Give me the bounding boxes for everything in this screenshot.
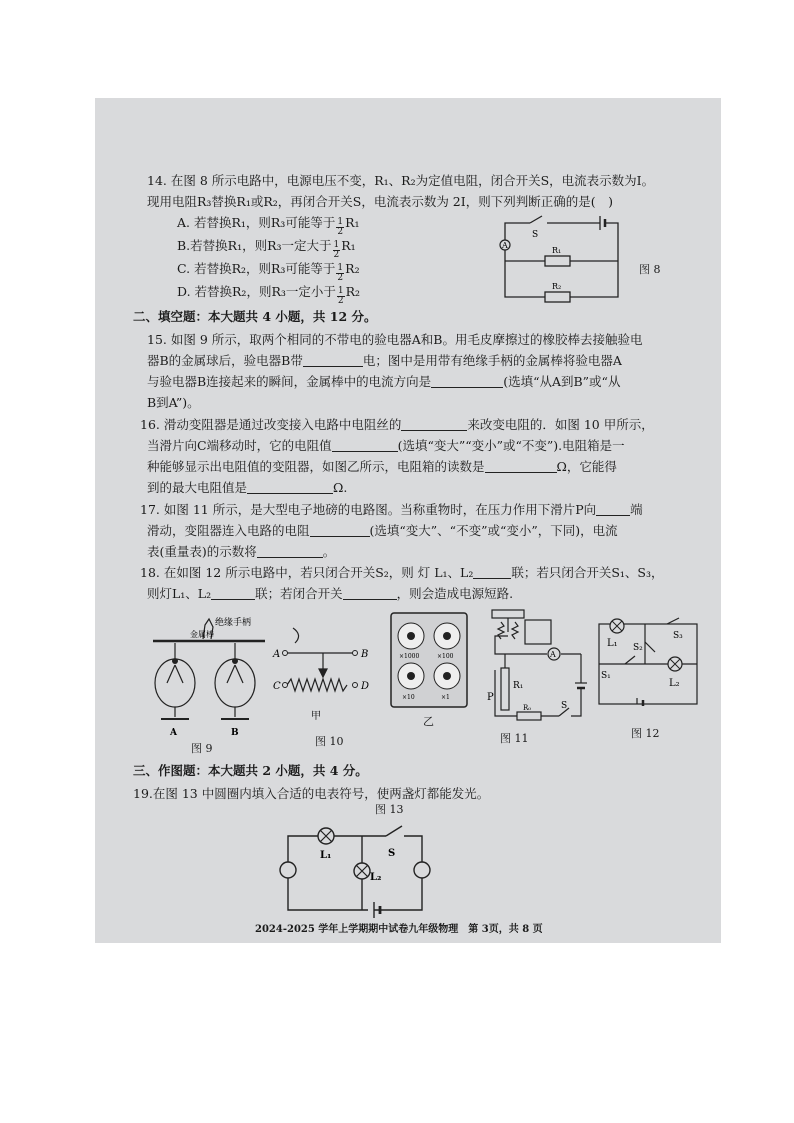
opt-d-var: R₂ bbox=[345, 284, 361, 299]
q18-blank-2[interactable] bbox=[211, 585, 255, 600]
q15-line2 bbox=[147, 350, 622, 372]
q15-line3-pre: 与验电器B连接起来的瞬间，金属棒中的电流方向是 bbox=[147, 374, 432, 389]
fig10-b-label: B bbox=[361, 649, 369, 660]
q18-blank-3[interactable] bbox=[343, 585, 397, 600]
fig11-r1-label: R₁ bbox=[513, 681, 524, 691]
dial-1-label: ×1 bbox=[441, 694, 450, 701]
fig8-r1-label: R₁ bbox=[552, 246, 562, 255]
dial-1000-label: ×1000 bbox=[399, 653, 420, 660]
fig10-d-label: D bbox=[361, 681, 370, 692]
q16-line4-pre: 到的最大电阻值是 bbox=[147, 480, 248, 495]
q18-line2-post: ，则会造成电源短路. bbox=[396, 586, 514, 601]
q15-line2-pre: 器B的金属球后，验电器B带 bbox=[147, 353, 303, 368]
fig9-caption: 图 9 bbox=[191, 742, 213, 755]
fig13-l2-label: L₂ bbox=[370, 872, 382, 883]
q16-line1 bbox=[140, 414, 654, 436]
q17-blank-1[interactable] bbox=[596, 501, 630, 516]
q15-line3 bbox=[147, 371, 620, 393]
fig8-caption: 图 8 bbox=[639, 263, 661, 276]
fig9-rod-label: 金属棒 bbox=[190, 630, 214, 639]
meter-circle-right[interactable] bbox=[414, 862, 430, 878]
q18-line2-mid: 联；若闭合开关 bbox=[255, 586, 343, 601]
q17-line1-post: 端 bbox=[630, 502, 643, 517]
q15-blank-2[interactable] bbox=[431, 373, 503, 388]
q14-line1: 14. 在图 8 所示电路中，电源电压不变，R₁、R₂为定值电阻，闭合开关S，电流表示数为I。 bbox=[147, 173, 655, 188]
fig12-l2-label: L₂ bbox=[669, 678, 680, 689]
q17-line2 bbox=[147, 520, 618, 542]
fig8-s-label: S bbox=[532, 230, 539, 240]
figure-12-circuit bbox=[595, 618, 703, 710]
fraction: $\frac{1}{2}$ bbox=[337, 263, 344, 283]
opt-b-text: B.若替换R₁，则R₃一定大于 bbox=[177, 238, 332, 253]
q17-line3 bbox=[147, 541, 335, 563]
q17-line2-pre: 滑动，变阻器连入电路的电阻 bbox=[147, 523, 310, 538]
fig12-l1-label: L₁ bbox=[607, 638, 618, 649]
figure-9-electroscopes bbox=[145, 613, 275, 743]
q17-line1 bbox=[140, 499, 643, 521]
opt-b-var: R₁ bbox=[341, 238, 356, 253]
q15-line4: B到A”)。 bbox=[147, 395, 200, 410]
q16-blank-4[interactable] bbox=[247, 479, 333, 494]
q16-line2-pre: 当滑片向C端移动时，它的电阻值 bbox=[147, 438, 332, 453]
q18-line1-post: 联；若只闭合开关S₁、S₃， bbox=[511, 565, 664, 580]
dial-10-label: ×10 bbox=[402, 694, 415, 701]
q15-line2-mid: 电；图中是用带有绝缘手柄的金属棒将验电器A bbox=[362, 353, 622, 368]
q16-line3 bbox=[147, 456, 617, 478]
fraction: $\frac{1}{2}$ bbox=[337, 286, 344, 306]
q19-text: 19.在图 13 中圆圈内填入合适的电表符号，使两盏灯都能发光。 bbox=[133, 786, 490, 801]
opt-a-text: A. 若替换R₁，则R₃可能等于 bbox=[177, 215, 336, 230]
q17-line3-pre: 表(重量表)的示数将 bbox=[147, 544, 257, 559]
q17-blank-2[interactable] bbox=[310, 522, 370, 537]
q17-line3-post: 。 bbox=[322, 544, 336, 559]
fig12-caption: 图 12 bbox=[631, 727, 660, 740]
q16-line3-post: Ω，它能得 bbox=[556, 459, 617, 474]
q16-blank-3[interactable] bbox=[485, 458, 557, 473]
q14-option-d bbox=[177, 281, 360, 306]
fraction: $\frac{1}{2}$ bbox=[337, 217, 344, 237]
figure-8-circuit bbox=[490, 213, 640, 303]
q18-line1-pre: 18. 在如图 12 所示电路中，若只闭合开关S₂，则 灯 L₁、L₂ bbox=[140, 565, 474, 580]
opt-c-text: C. 若替换R₂，则R₃可能等于 bbox=[177, 261, 336, 276]
q16-blank-2[interactable] bbox=[332, 437, 398, 452]
exam-page bbox=[95, 98, 721, 943]
q15-line1: 15. 如图 9 所示，取两个相同的不带电的验电器A和B。用毛皮摩擦过的橡胶棒去接触验电 bbox=[147, 332, 643, 347]
fig12-s2-label: S₂ bbox=[633, 643, 643, 653]
fig13-s-label: S bbox=[388, 848, 396, 859]
q16-line4 bbox=[147, 477, 347, 499]
q16-line2 bbox=[147, 435, 625, 457]
opt-d-text: D. 若替换R₂，则R₃一定小于 bbox=[177, 284, 336, 299]
fig11-ammeter-label: A bbox=[550, 650, 556, 659]
q14-option-b bbox=[177, 235, 356, 260]
fig9-b-label: B bbox=[231, 728, 239, 738]
q15-line3-post: (选填“从A到B”或“从 bbox=[503, 374, 621, 389]
q16-line4-post: Ω. bbox=[333, 480, 348, 495]
q16-line1-post: 来改变电阻的．如图 10 甲所示， bbox=[467, 417, 654, 432]
fig10-a-label: A bbox=[273, 649, 281, 660]
fig11-r0-label: R₀ bbox=[523, 704, 532, 712]
figure-10b-resistance-box bbox=[390, 612, 468, 710]
fig11-p-label: P bbox=[487, 692, 494, 703]
meter-circle-left[interactable] bbox=[280, 862, 296, 878]
fig10-jia-label: 甲 bbox=[311, 711, 321, 722]
figure-10a-rheostat bbox=[273, 623, 383, 733]
fig13-l1-label: L₁ bbox=[320, 850, 332, 861]
q14-line2: 现用电阻R₃替换R₁或R₂，再闭合开关S，电流表示数为 2I，则下列判断正确的是( ) bbox=[147, 194, 613, 209]
fig12-s1-label: S₁ bbox=[601, 671, 611, 681]
q17-blank-3[interactable] bbox=[257, 543, 323, 558]
q18-line1 bbox=[140, 562, 664, 584]
q15-blank-1[interactable] bbox=[303, 352, 363, 367]
q16-line2-post: (选填“变大”“变小”或“不变”).电阻箱是一 bbox=[397, 438, 625, 453]
q14-option-c bbox=[177, 258, 360, 283]
q18-blank-1[interactable] bbox=[473, 564, 511, 579]
q18-line2 bbox=[147, 583, 513, 605]
fig8-ammeter-label: A bbox=[502, 241, 508, 250]
fig13-caption: 图 13 bbox=[375, 803, 404, 816]
section2-title: 二、填空题：本大题共 4 小题，共 12 分。 bbox=[133, 309, 377, 324]
opt-c-var: R₂ bbox=[345, 261, 360, 276]
q17-line1-pre: 17. 如图 11 所示，是大型电子地磅的电路图。当称重物时，在压力作用下滑片P向 bbox=[140, 502, 597, 517]
opt-a-var: R₁ bbox=[345, 215, 360, 230]
q18-line2-pre: 则灯L₁、L₂ bbox=[147, 586, 212, 601]
fig8-r2-label: R₂ bbox=[552, 282, 562, 291]
dial-100-label: ×100 bbox=[437, 653, 454, 660]
fig11-caption: 图 11 bbox=[500, 732, 529, 745]
q16-blank-1[interactable] bbox=[401, 416, 467, 431]
fig12-s3-label: S₃ bbox=[673, 631, 683, 641]
fig9-a-label: A bbox=[170, 728, 177, 738]
q16-line3-pre: 种能够显示出电阻值的变阻器，如图乙所示，电阻箱的读数是 bbox=[147, 459, 485, 474]
fig11-s-label: S bbox=[561, 701, 568, 711]
q17-line2-post: (选填“变大”、“不变”或“变小”，下同)，电流 bbox=[369, 523, 618, 538]
q14-option-a bbox=[177, 212, 360, 237]
fig9-handle-label: 绝缘手柄 bbox=[215, 618, 252, 628]
figure-11-scale-circuit bbox=[487, 608, 597, 728]
figure-13-circuit bbox=[278, 820, 438, 920]
fraction: $\frac{1}{2}$ bbox=[333, 240, 340, 260]
page-footer: 2024-2025 学年上学期期中试卷九年级物理 第 3页，共 8 页 bbox=[255, 924, 543, 935]
fig10-caption: 图 10 bbox=[315, 735, 344, 748]
fig10-c-label: C bbox=[273, 681, 281, 692]
section3-title: 三、作图题：本大题共 2 小题，共 4 分。 bbox=[133, 763, 368, 778]
q16-line1-pre: 16. 滑动变阻器是通过改变接入电路中电阻丝的 bbox=[140, 417, 402, 432]
fig10b-yi-label: 乙 bbox=[423, 715, 434, 728]
